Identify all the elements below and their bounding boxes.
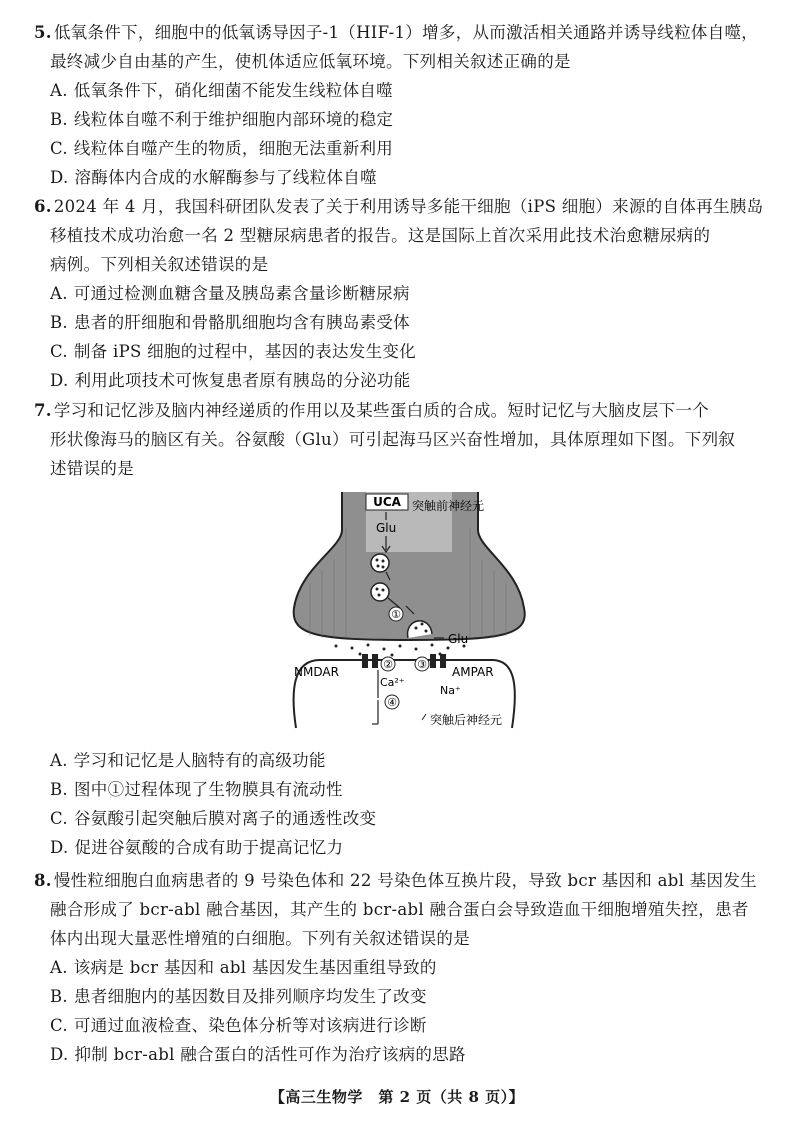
glu-dot — [376, 588, 379, 591]
stem-line: 述错误的是 — [50, 459, 134, 478]
option-d[interactable] — [34, 163, 776, 192]
option-b[interactable] — [34, 775, 776, 804]
option-label: D. — [50, 1045, 69, 1064]
option-c[interactable] — [34, 337, 776, 366]
glu-dot — [382, 560, 385, 563]
question-stem — [34, 18, 776, 76]
option-text: 图中①过程体现了生物膜具有流动性 — [73, 780, 343, 799]
option-text: 线粒体自噬不利于维护细胞内部环境的稳定 — [73, 110, 394, 129]
question-number: 6. — [34, 197, 52, 216]
stem-line: 形状像海马的脑区有关。谷氨酸（Glu）可引起海马区兴奋性增加，具体原理如下图。下列叙 — [50, 430, 736, 449]
option-text: 溶酶体内合成的水解酶参与了线粒体自噬 — [74, 168, 377, 187]
label-postsynaptic: 突触后神经元 — [430, 713, 503, 727]
option-d[interactable] — [34, 1040, 776, 1069]
stem-line: 最终减少自由基的产生，使机体适应低氧环境。下列相关叙述正确的是 — [50, 52, 571, 71]
page-footer: 【高三生物学 第 2 页（共 8 页）】 — [269, 1088, 525, 1106]
vesicle — [371, 583, 389, 601]
option-text: 谷氨酸引起突触后膜对离子的通透性改变 — [73, 809, 377, 828]
question-6 — [34, 192, 776, 395]
glu-dot — [376, 559, 379, 562]
option-label: C. — [50, 139, 68, 158]
option-text: 低氧条件下，硝化细菌不能发生线粒体自噬 — [73, 81, 393, 100]
option-label: A. — [50, 958, 68, 977]
option-d[interactable] — [34, 366, 776, 395]
option-text: 制备 iPS 细胞的过程中，基因的表达发生变化 — [73, 342, 416, 361]
option-text: 该病是 bcr 基因和 abl 基因发生基因重组导致的 — [73, 958, 437, 977]
option-label: B. — [50, 780, 68, 799]
option-label: B. — [50, 110, 68, 129]
option-d[interactable] — [34, 833, 776, 862]
option-text: 患者细胞内的基因数目及排列顺序均发生了改变 — [73, 987, 427, 1006]
option-text: 线粒体自噬产生的物质，细胞无法重新利用 — [73, 139, 394, 158]
option-text: 患者的肝细胞和骨骼肌细胞均含有胰岛素受体 — [73, 313, 410, 332]
glu-dot — [382, 589, 385, 592]
option-text: 可通过检测血糖含量及胰岛素含量诊断糖尿病 — [73, 284, 410, 303]
glu-dot — [421, 623, 424, 626]
glu-dot — [377, 565, 380, 568]
glu-dot — [425, 630, 428, 633]
option-text: 学习和记忆是人脑特有的高级功能 — [73, 751, 326, 770]
option-label: A. — [50, 751, 68, 770]
option-a[interactable] — [34, 953, 776, 982]
question-number: 7. — [34, 401, 52, 420]
option-c[interactable] — [34, 804, 776, 833]
question-8 — [34, 866, 776, 1069]
label-na: Na⁺ — [440, 684, 461, 697]
question-7-options — [34, 746, 776, 862]
option-label: C. — [50, 342, 68, 361]
nmdar-receptor — [372, 654, 378, 668]
question-5 — [34, 18, 776, 192]
question-7 — [34, 396, 776, 483]
option-label: D. — [50, 371, 69, 390]
stem-line: 低氧条件下，细胞中的低氧诱导因子-1（HIF-1）增多，从而激活相关通路并诱导线粒体自噬， — [53, 23, 759, 42]
vesicle — [371, 554, 389, 572]
question-stem — [34, 192, 776, 279]
label-step1: ① — [391, 608, 401, 621]
option-a[interactable] — [34, 746, 776, 775]
label-glu-top: Glu — [376, 521, 397, 535]
option-text: 抑制 bcr-abl 融合蛋白的活性可作为治疗该病的思路 — [74, 1045, 466, 1064]
stem-line: 2024 年 4 月，我国科研团队发表了关于利用诱导多能干细胞（iPS 细胞）来源的自体再生胰岛 — [53, 197, 764, 216]
option-a[interactable] — [34, 279, 776, 308]
option-text: 促进谷氨酸的合成有助于提高记忆力 — [74, 838, 344, 857]
option-label: A. — [50, 284, 68, 303]
option-b[interactable] — [34, 982, 776, 1011]
label-uca: UCA — [373, 495, 401, 509]
label-step4: ④ — [387, 696, 397, 709]
option-label: C. — [50, 809, 68, 828]
question-stem — [34, 866, 776, 953]
option-label: D. — [50, 168, 69, 187]
label-nmdar: NMDAR — [294, 665, 339, 679]
label-step3: ③ — [417, 658, 427, 671]
option-text: 利用此项技术可恢复患者原有胰岛的分泌功能 — [74, 371, 411, 390]
ampar-receptor — [440, 654, 446, 668]
glu-dot — [415, 627, 418, 630]
label-glu-right: Glu — [448, 632, 469, 646]
ampar-receptor — [430, 654, 436, 668]
stem-line: 慢性粒细胞白血病患者的 9 号染色体和 22 号染色体互换片段，导致 bcr 基因和 abl 基因发生 — [53, 871, 757, 890]
label-ca: Ca²⁺ — [380, 676, 405, 689]
option-label: B. — [50, 987, 68, 1006]
label-step2: ② — [383, 658, 393, 671]
stem-line: 体内出现大量恶性增殖的白细胞。下列有关叙述错误的是 — [50, 929, 470, 948]
option-b[interactable] — [34, 308, 776, 337]
option-a[interactable] — [34, 76, 776, 105]
option-c[interactable] — [34, 1011, 776, 1040]
label-ampar: AMPAR — [452, 665, 494, 679]
option-b[interactable] — [34, 105, 776, 134]
stem-line: 融合形成了 bcr-abl 融合基因，其产生的 bcr-abl 融合蛋白会导致造血干细胞增殖失控，患者 — [50, 900, 749, 919]
option-text: 可通过血液检查、染色体分析等对该病进行诊断 — [73, 1016, 427, 1035]
stem-line: 移植技术成功治愈一名 2 型糖尿病患者的报告。这是国际上首次采用此技术治愈糖尿病的 — [50, 226, 711, 245]
label-presynaptic: 突触前神经元 — [412, 499, 485, 513]
option-label: A. — [50, 81, 68, 100]
glu-dot — [378, 594, 381, 597]
option-label: D. — [50, 838, 69, 857]
synapse-svg — [280, 488, 550, 738]
nmdar-receptor — [362, 654, 368, 668]
question-number: 5. — [34, 23, 52, 42]
stem-line: 学习和记忆涉及脑内神经递质的作用以及某些蛋白质的合成。短时记忆与大脑皮层下一个 — [53, 401, 710, 420]
pointer-line — [422, 714, 426, 720]
question-stem — [34, 396, 776, 483]
glu-dot — [382, 566, 385, 569]
option-label: C. — [50, 1016, 68, 1035]
stem-line: 病例。下列相关叙述错误的是 — [50, 255, 269, 274]
synapse-diagram — [280, 488, 550, 738]
option-label: B. — [50, 313, 68, 332]
option-c[interactable] — [34, 134, 776, 163]
question-number: 8. — [34, 871, 52, 890]
